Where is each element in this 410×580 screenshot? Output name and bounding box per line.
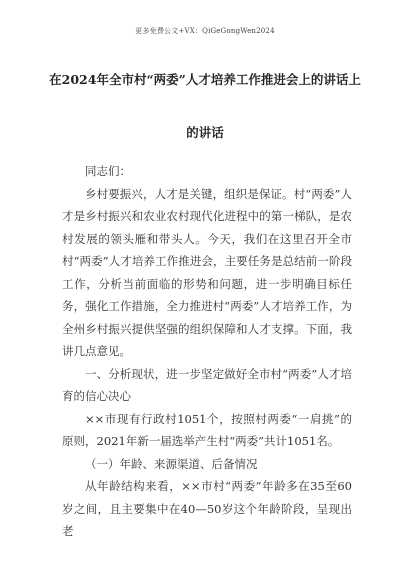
document-body	[62, 160, 352, 543]
paragraph-age-structure: 从年龄结构来看，××市村“两委”年龄多在35至60岁之间，且主要集中在40—50岁这个年龄阶段，呈现出老	[62, 479, 352, 538]
header-note: 更多免费公文+VX：QiGeGongWen2024	[135, 27, 275, 35]
section-heading-1: 一、分析现状，进一步坚定做好全市村“两委”人才培育的信心决心	[62, 366, 352, 403]
subsection-heading-1: （一）年龄、来源渠道、后备情况	[85, 456, 258, 471]
paragraph-intro: 乡村要振兴，人才是关键，组织是保证。村“两委”人才是乡村振兴和农业农村现代化进程中的第一梯队，是农村发展的领头雁和带头人。今天，我们在这里召开全市村“两委”人才培养工作推进会，主要任务是总结前一阶段工作，分析当前面临的形势和问题，进一步明确目标任务，强化工作措施，全力推进村“两委”人才培养工作，为全州乡村振兴提供坚强的组织保障和人才支撑。下面，我讲几点意见。	[62, 186, 352, 358]
salutation: 同志们：	[85, 164, 131, 178]
document-title-line-1: 在2024年全市村“两委”人才培养工作推进会上的讲话上	[49, 72, 361, 87]
document-title-line-2: 的讲话	[186, 125, 224, 140]
paragraph-villages: ××市现有行政村1051个，按照村两委“一肩挑”的原则，2021年新一届选举产生村“两委”共计1051名。	[62, 411, 352, 448]
